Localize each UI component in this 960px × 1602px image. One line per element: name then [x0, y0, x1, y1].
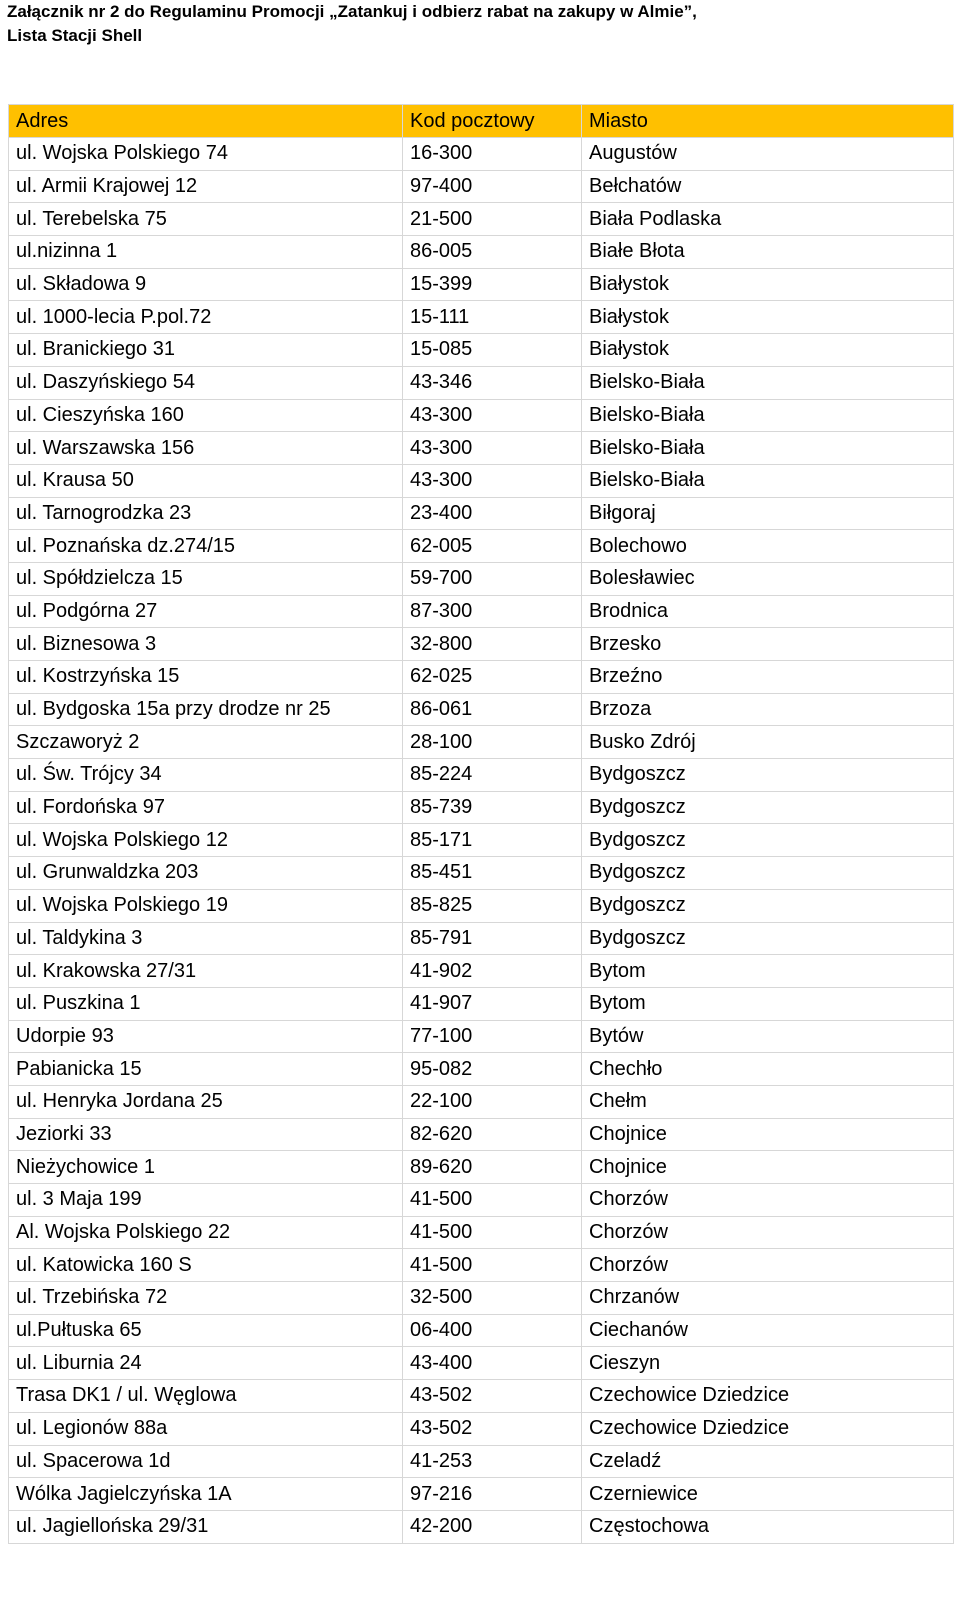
postal-code-cell: 82-620: [403, 1118, 582, 1151]
table-row: [9, 1053, 954, 1086]
address-cell: ul. Spółdzielcza 15: [9, 562, 403, 595]
address-cell: ul. Bydgoska 15a przy drodze nr 25: [9, 693, 403, 726]
postal-code-cell: 87-300: [403, 595, 582, 628]
postal-code-cell: 43-300: [403, 464, 582, 497]
postal-code-cell: 28-100: [403, 726, 582, 759]
city-cell: Bolesławiec: [582, 562, 954, 595]
address-cell: Wólka Jagielczyńska 1A: [9, 1478, 403, 1511]
city-cell: Biłgoraj: [582, 497, 954, 530]
address-cell: ul. Św. Trójcy 34: [9, 759, 403, 792]
city-cell: Częstochowa: [582, 1510, 954, 1543]
postal-code-cell: 77-100: [403, 1020, 582, 1053]
address-cell: ul. Warszawska 156: [9, 432, 403, 465]
city-cell: Bełchatów: [582, 170, 954, 203]
table-row: [9, 922, 954, 955]
address-cell: Pabianicka 15: [9, 1053, 403, 1086]
table-row: [9, 268, 954, 301]
table-row: [9, 1412, 954, 1445]
address-cell: ul. Henryka Jordana 25: [9, 1085, 403, 1118]
city-cell: Czerniewice: [582, 1478, 954, 1511]
address-cell: ul. Katowicka 160 S: [9, 1249, 403, 1282]
postal-code-cell: 22-100: [403, 1085, 582, 1118]
postal-code-cell: 43-400: [403, 1347, 582, 1380]
postal-code-cell: 41-500: [403, 1184, 582, 1217]
table-row: [9, 791, 954, 824]
address-cell: ul. Wojska Polskiego 12: [9, 824, 403, 857]
address-cell: ul. Liburnia 24: [9, 1347, 403, 1380]
table-row: [9, 464, 954, 497]
address-cell: ul. Poznańska dz.274/15: [9, 530, 403, 563]
postal-code-cell: 89-620: [403, 1151, 582, 1184]
address-cell: ul. Biznesowa 3: [9, 628, 403, 661]
city-cell: Białe Błota: [582, 236, 954, 269]
postal-code-cell: 62-025: [403, 661, 582, 694]
city-cell: Ciechanów: [582, 1314, 954, 1347]
city-cell: Augustów: [582, 138, 954, 171]
address-cell: ul. Branickiego 31: [9, 334, 403, 367]
city-cell: Busko Zdrój: [582, 726, 954, 759]
table-row: [9, 138, 954, 171]
city-cell: Bydgoszcz: [582, 889, 954, 922]
postal-code-cell: 85-451: [403, 857, 582, 890]
city-cell: Chorzów: [582, 1216, 954, 1249]
table-row: [9, 1282, 954, 1315]
city-cell: Bytów: [582, 1020, 954, 1053]
postal-code-cell: 43-300: [403, 432, 582, 465]
address-cell: ul. 1000-lecia P.pol.72: [9, 301, 403, 334]
postal-code-cell: 43-502: [403, 1380, 582, 1413]
city-cell: Biała Podlaska: [582, 203, 954, 236]
city-cell: Bolechowo: [582, 530, 954, 563]
address-cell: ul. Tarnogrodzka 23: [9, 497, 403, 530]
table-row: [9, 334, 954, 367]
address-cell: ul. Terebelska 75: [9, 203, 403, 236]
city-cell: Chojnice: [582, 1151, 954, 1184]
table-row: [9, 955, 954, 988]
table-header-row: [9, 105, 954, 138]
address-cell: ul. Trzebińska 72: [9, 1282, 403, 1315]
city-cell: Białystok: [582, 334, 954, 367]
postal-code-cell: 41-907: [403, 987, 582, 1020]
city-cell: Bytom: [582, 955, 954, 988]
document-subtitle: Lista Stacji Shell: [7, 26, 143, 45]
city-cell: Chorzów: [582, 1184, 954, 1217]
postal-code-cell: 41-253: [403, 1445, 582, 1478]
stations-table: [8, 104, 954, 1544]
city-cell: Czechowice Dziedzice: [582, 1380, 954, 1413]
address-cell: Udorpie 93: [9, 1020, 403, 1053]
postal-code-cell: 62-005: [403, 530, 582, 563]
postal-code-cell: 41-902: [403, 955, 582, 988]
city-cell: Brzoza: [582, 693, 954, 726]
address-cell: ul. Krakowska 27/31: [9, 955, 403, 988]
address-cell: ul. Cieszyńska 160: [9, 399, 403, 432]
table-row: [9, 889, 954, 922]
address-cell: ul. Daszyńskiego 54: [9, 366, 403, 399]
table-row: [9, 301, 954, 334]
postal-code-cell: 43-502: [403, 1412, 582, 1445]
table-row: [9, 562, 954, 595]
table-row: [9, 595, 954, 628]
table-row: [9, 1085, 954, 1118]
city-cell: Brzeźno: [582, 661, 954, 694]
address-cell: ul. Taldykina 3: [9, 922, 403, 955]
postal-code-cell: 85-791: [403, 922, 582, 955]
table-row: [9, 170, 954, 203]
table-row: [9, 236, 954, 269]
postal-code-cell: 23-400: [403, 497, 582, 530]
postal-code-cell: 32-500: [403, 1282, 582, 1315]
table-row: [9, 1249, 954, 1282]
city-cell: Chełm: [582, 1085, 954, 1118]
postal-code-cell: 15-111: [403, 301, 582, 334]
address-cell: ul.nizinna 1: [9, 236, 403, 269]
postal-code-cell: 15-085: [403, 334, 582, 367]
city-cell: Bielsko-Biała: [582, 464, 954, 497]
address-cell: ul. Wojska Polskiego 19: [9, 889, 403, 922]
city-cell: Cieszyn: [582, 1347, 954, 1380]
city-cell: Czechowice Dziedzice: [582, 1412, 954, 1445]
postal-code-cell: 86-005: [403, 236, 582, 269]
table-row: [9, 628, 954, 661]
city-cell: Bydgoszcz: [582, 791, 954, 824]
postal-code-cell: 85-171: [403, 824, 582, 857]
postal-code-cell: 97-400: [403, 170, 582, 203]
address-cell: Szczaworyż 2: [9, 726, 403, 759]
city-cell: Chechło: [582, 1053, 954, 1086]
table-row: [9, 1380, 954, 1413]
city-cell: Białystok: [582, 268, 954, 301]
address-cell: ul. Armii Krajowej 12: [9, 170, 403, 203]
postal-code-cell: 41-500: [403, 1249, 582, 1282]
address-cell: ul. Grunwaldzka 203: [9, 857, 403, 890]
table-row: [9, 759, 954, 792]
postal-code-cell: 85-825: [403, 889, 582, 922]
address-cell: ul. Podgórna 27: [9, 595, 403, 628]
address-cell: ul. Spacerowa 1d: [9, 1445, 403, 1478]
table-row: [9, 1510, 954, 1543]
postal-code-cell: 16-300: [403, 138, 582, 171]
city-cell: Bielsko-Biała: [582, 432, 954, 465]
city-cell: Brodnica: [582, 595, 954, 628]
address-cell: ul. 3 Maja 199: [9, 1184, 403, 1217]
city-cell: Chorzów: [582, 1249, 954, 1282]
address-cell: Jeziorki 33: [9, 1118, 403, 1151]
table-row: [9, 824, 954, 857]
table-row: [9, 1151, 954, 1184]
postal-code-cell: 41-500: [403, 1216, 582, 1249]
table-row: [9, 693, 954, 726]
postal-code-cell: 95-082: [403, 1053, 582, 1086]
address-cell: ul. Legionów 88a: [9, 1412, 403, 1445]
city-cell: Chojnice: [582, 1118, 954, 1151]
table-row: [9, 432, 954, 465]
address-cell: Al. Wojska Polskiego 22: [9, 1216, 403, 1249]
address-cell: ul. Fordońska 97: [9, 791, 403, 824]
table-row: [9, 366, 954, 399]
city-cell: Bydgoszcz: [582, 922, 954, 955]
postal-code-cell: 86-061: [403, 693, 582, 726]
address-cell: ul. Składowa 9: [9, 268, 403, 301]
address-cell: ul. Kostrzyńska 15: [9, 661, 403, 694]
postal-code-cell: 06-400: [403, 1314, 582, 1347]
postal-code-cell: 43-346: [403, 366, 582, 399]
table-row: [9, 1347, 954, 1380]
city-cell: Bytom: [582, 987, 954, 1020]
table-row: [9, 726, 954, 759]
postal-code-cell: 43-300: [403, 399, 582, 432]
postal-code-cell: 42-200: [403, 1510, 582, 1543]
table-header: [9, 105, 954, 138]
city-cell: Bydgoszcz: [582, 824, 954, 857]
city-cell: Bielsko-Biała: [582, 399, 954, 432]
table-row: [9, 857, 954, 890]
document-header: [7, 0, 947, 48]
table-row: [9, 661, 954, 694]
table-row: [9, 1216, 954, 1249]
postal-code-cell: 85-224: [403, 759, 582, 792]
postal-code-cell: 21-500: [403, 203, 582, 236]
table-row: [9, 1020, 954, 1053]
postal-code-cell: 59-700: [403, 562, 582, 595]
postal-code-cell: 32-800: [403, 628, 582, 661]
document-title: Załącznik nr 2 do Regulaminu Promocji „Zatankuj i odbierz rabat na zakupy w Almie”,: [7, 2, 697, 21]
column-header-address: Adres: [9, 105, 403, 138]
column-header-postal-code: Kod pocztowy: [403, 105, 582, 138]
table-row: [9, 1445, 954, 1478]
table-row: [9, 1478, 954, 1511]
city-cell: Bydgoszcz: [582, 759, 954, 792]
postal-code-cell: 15-399: [403, 268, 582, 301]
city-cell: Białystok: [582, 301, 954, 334]
city-cell: Brzesko: [582, 628, 954, 661]
city-cell: Bydgoszcz: [582, 857, 954, 890]
table-body: [9, 138, 954, 1544]
address-cell: ul.Pułtuska 65: [9, 1314, 403, 1347]
address-cell: ul. Krausa 50: [9, 464, 403, 497]
table-row: [9, 530, 954, 563]
column-header-city: Miasto: [582, 105, 954, 138]
address-cell: Nieżychowice 1: [9, 1151, 403, 1184]
address-cell: Trasa DK1 / ul. Węglowa: [9, 1380, 403, 1413]
address-cell: ul. Jagiellońska 29/31: [9, 1510, 403, 1543]
table-row: [9, 1184, 954, 1217]
table-row: [9, 399, 954, 432]
table-row: [9, 1314, 954, 1347]
address-cell: ul. Wojska Polskiego 74: [9, 138, 403, 171]
table-row: [9, 203, 954, 236]
address-cell: ul. Puszkina 1: [9, 987, 403, 1020]
postal-code-cell: 97-216: [403, 1478, 582, 1511]
city-cell: Bielsko-Biała: [582, 366, 954, 399]
table-row: [9, 987, 954, 1020]
table-row: [9, 1118, 954, 1151]
postal-code-cell: 85-739: [403, 791, 582, 824]
table-row: [9, 497, 954, 530]
city-cell: Czeladź: [582, 1445, 954, 1478]
city-cell: Chrzanów: [582, 1282, 954, 1315]
